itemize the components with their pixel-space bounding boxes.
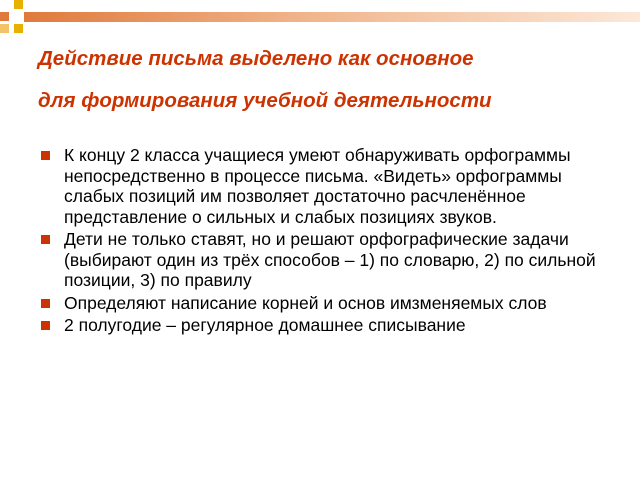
decor-square-orange (0, 12, 9, 21)
square-bullet-icon (41, 235, 50, 244)
bullet-text: Определяют написание корней и основ имзменяемых слов (64, 292, 547, 313)
header-decoration (0, 0, 640, 40)
bullet-item (40, 293, 610, 314)
bullet-list (40, 145, 610, 338)
bullet-text: Дети не только ставят, но и решают орфографические задачи (выбирают один из трёх способов – 1) по словарю, 2) по сильной позиции, 3) по правилу (64, 229, 596, 290)
decor-gradient-bar (24, 12, 640, 22)
bullet-text: К концу 2 класса учащиеся умеют обнаруживать орфограммы непосредственно в процессе письма. «Видеть» орфограммы слабых позиций им позволяет достаточно расчленённое представление о сильных и слабых позициях звуков. (64, 145, 571, 227)
slide-title-line-2: для формирования учебной деятельности (38, 89, 492, 112)
bullet-item (40, 315, 610, 336)
decor-square-gold-top (14, 0, 23, 9)
slide-title-line-1: Действие письма выделено как основное (38, 47, 474, 70)
bullet-text: 2 полугодие – регулярное домашнее списывание (64, 315, 466, 335)
decor-square-gold-right (14, 24, 23, 33)
bullet-item (40, 229, 610, 291)
square-bullet-icon (41, 299, 50, 308)
square-bullet-icon (41, 151, 50, 160)
decor-square-gold-left (0, 24, 9, 33)
slide-title (38, 38, 628, 122)
bullet-item (40, 145, 610, 227)
square-bullet-icon (41, 321, 50, 330)
